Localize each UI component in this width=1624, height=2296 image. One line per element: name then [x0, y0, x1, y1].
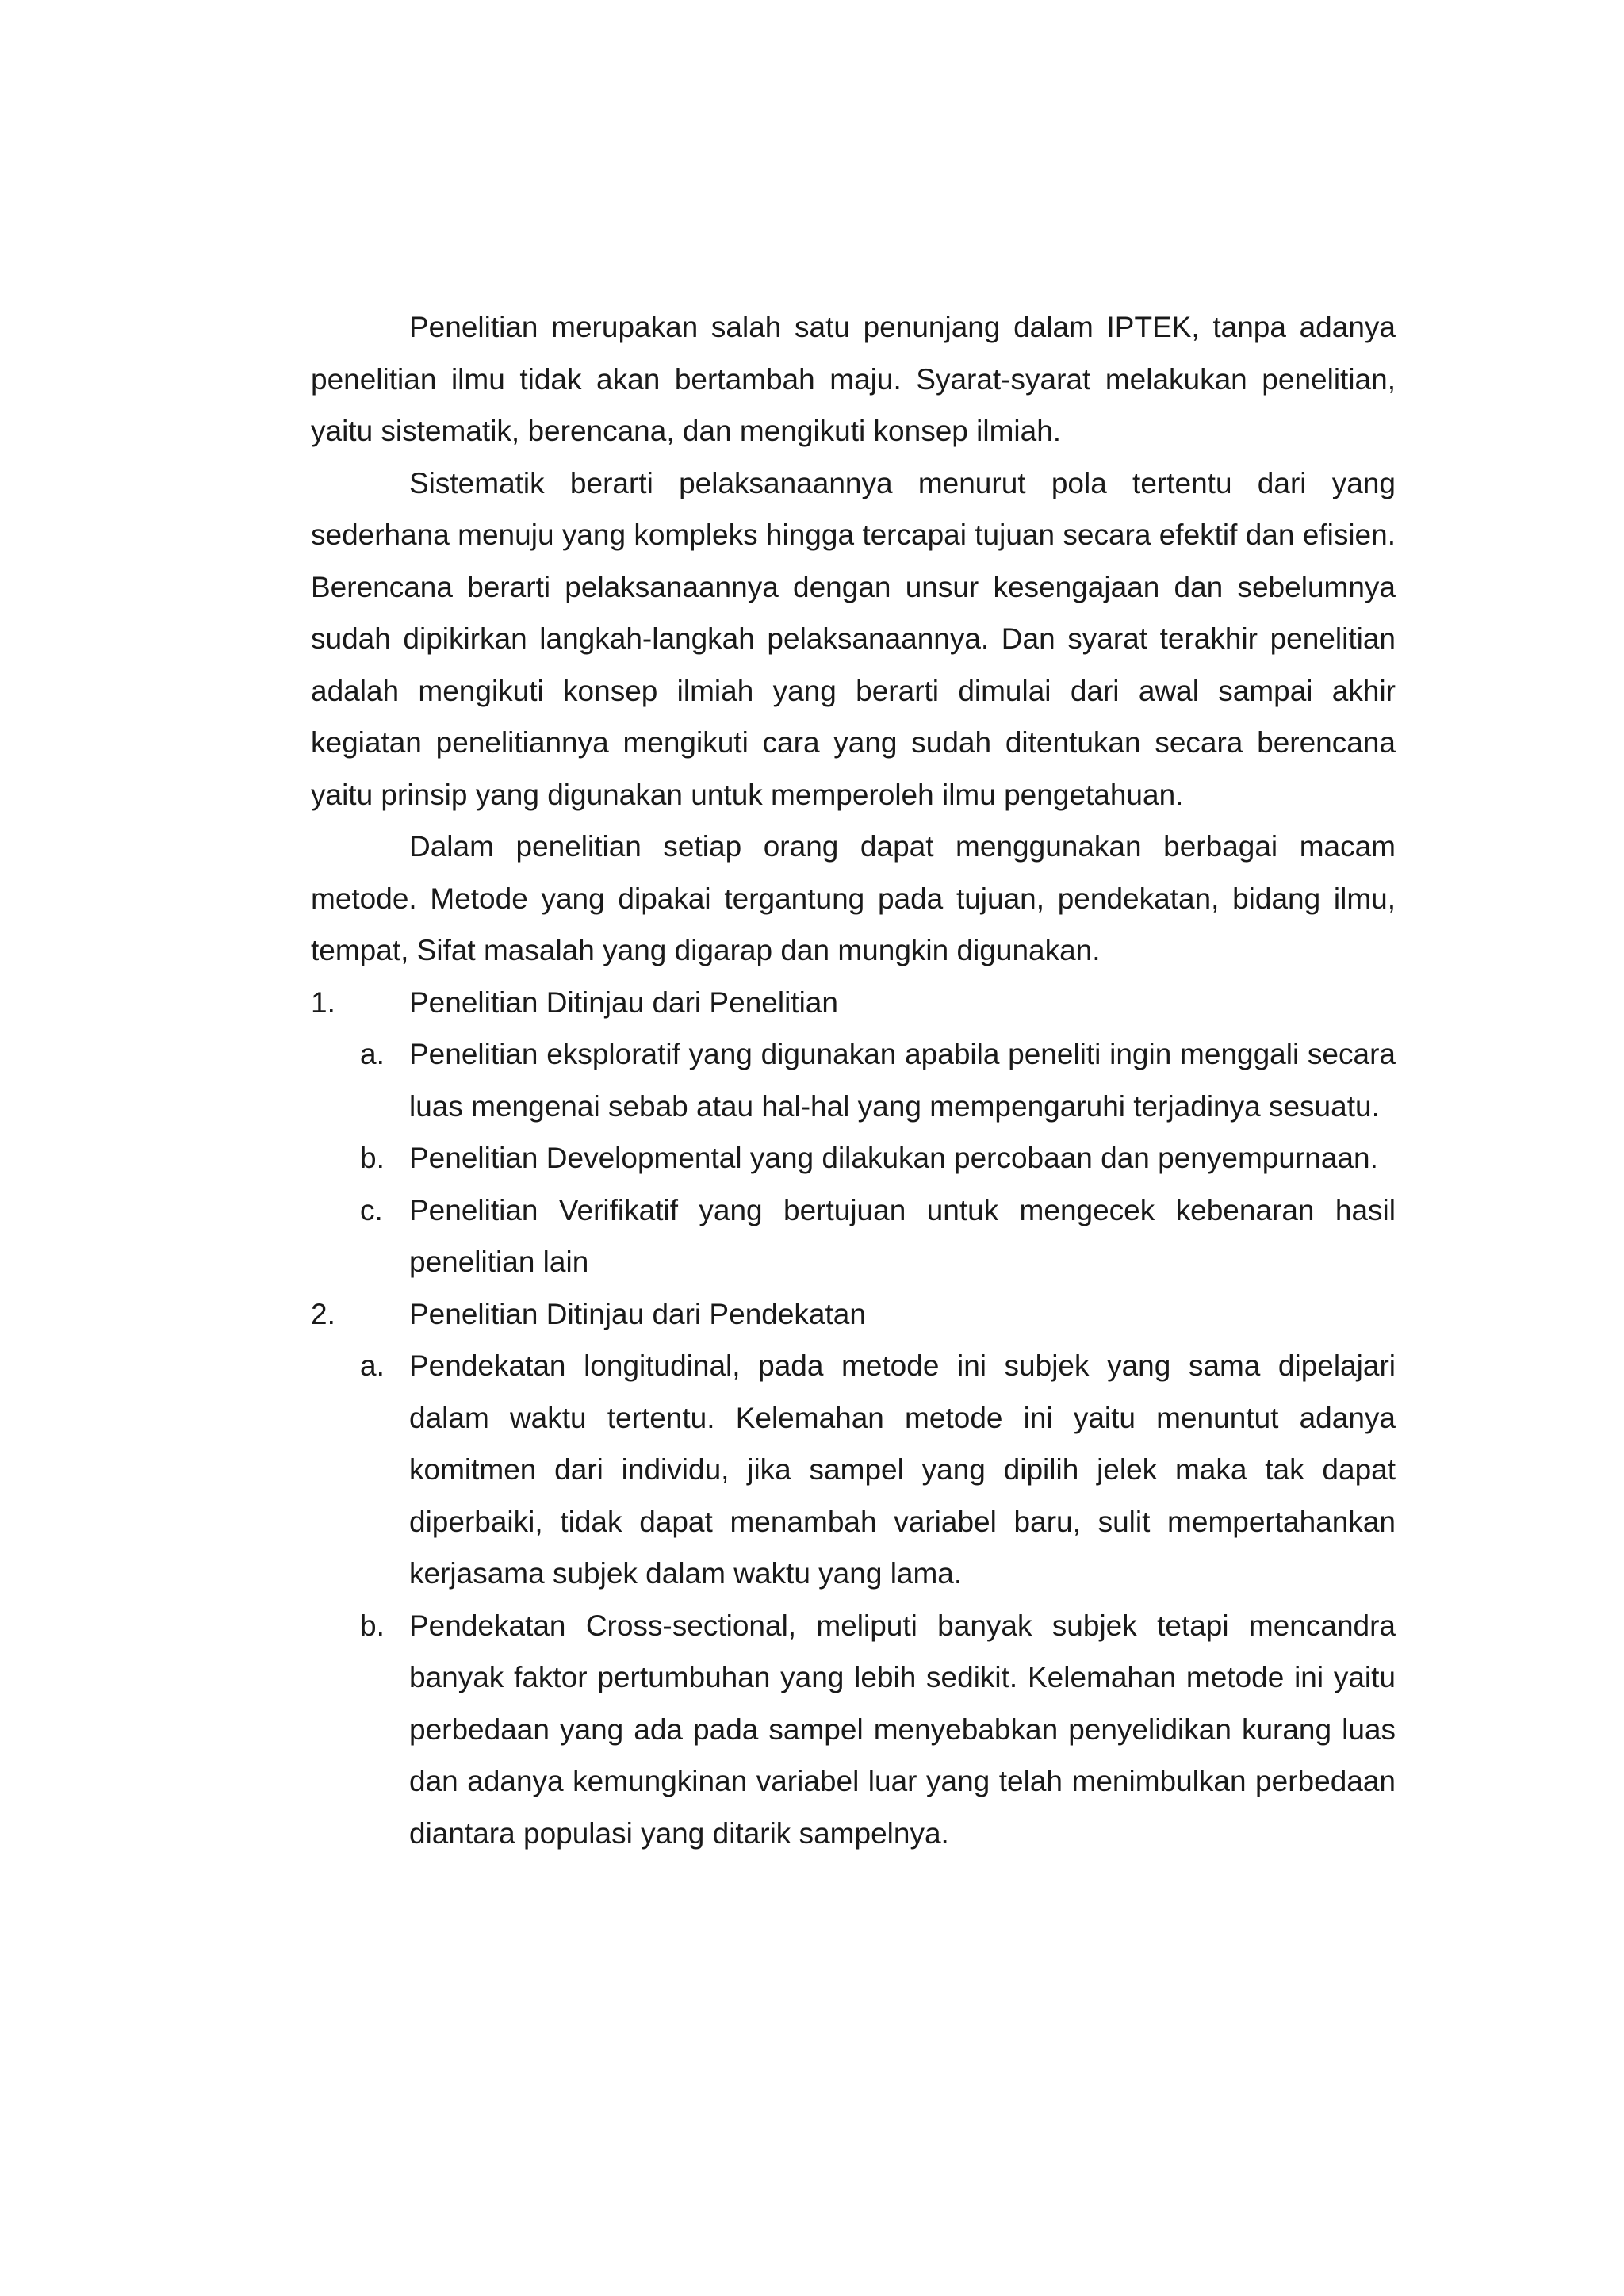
sub-item-2b: [311, 1600, 1396, 1860]
list-number: 2.: [311, 1297, 335, 1330]
sub-text: Penelitian Verifikatif yang bertujuan untuk mengecek kebenaran hasil penelitian lain: [409, 1193, 1396, 1278]
sub-list-2: [311, 1340, 1396, 1859]
paragraph-metode: Dalam penelitian setiap orang dapat menggunakan berbagai macam metode. Metode yang dipakai tergantung pada tujuan, pendekatan, bidang ilmu, tempat, Sifat masalah yang digarap dan mungkin digunakan.: [311, 830, 1396, 966]
paragraph-intro: Penelitian merupakan salah satu penunjang dalam IPTEK, tanpa adanya penelitian ilmu tidak akan bertambah maju. Syarat-syarat melakukan penelitian, yaitu sistematik, berencana, dan mengikuti konsep ilmiah.: [311, 311, 1396, 447]
sub-letter: c.: [360, 1193, 383, 1226]
sub-letter: a.: [360, 1038, 385, 1070]
list-item-1: [311, 977, 1396, 1029]
list-title: Penelitian Ditinjau dari Pendekatan: [409, 1297, 866, 1330]
sub-text: Penelitian eksploratif yang digunakan apabila peneliti ingin menggali secara luas mengenai sebab atau hal-hal yang mempengaruhi terjadinya sesuatu.: [409, 1038, 1396, 1123]
document-page: [311, 301, 1396, 1859]
paragraph-sistematik: Sistematik berarti pelaksanaannya menurut pola tertentu dari yang sederhana menuju yang kompleks hingga tercapai tujuan secara efektif dan efisien. Berencana berarti pelaksanaannya dengan unsur kesengajaan dan sebelumnya sudah dipikirkan langkah-langkah pelaksanaannya. Dan syarat terakhir penelitian adalah mengikuti konsep ilmiah yang berarti dimulai dari awal sampai akhir kegiatan penelitiannya mengikuti cara yang sudah ditentukan secara berencana yaitu prinsip yang digunakan untuk memperoleh ilmu pengetahuan.: [311, 466, 1396, 811]
numbered-list: [311, 977, 1396, 1860]
sub-text: Pendekatan longitudinal, pada metode ini subjek yang sama dipelajari dalam waktu tertentu. Kelemahan metode ini yaitu menuntut adanya komitmen dari individu, jika sampel yang dipilih jelek maka tak dapat diperbaiki, tidak dapat menambah variabel baru, sulit mempertahankan kerjasama subjek dalam waktu yang lama.: [409, 1349, 1396, 1590]
list-item-2: [311, 1288, 1396, 1341]
sub-list-1: [311, 1028, 1396, 1288]
sub-item-2a: [311, 1340, 1396, 1600]
sub-item-1a: [311, 1028, 1396, 1132]
sub-letter: a.: [360, 1349, 385, 1382]
sub-letter: b.: [360, 1609, 385, 1642]
sub-item-1b: [311, 1132, 1396, 1184]
sub-text: Pendekatan Cross-sectional, meliputi banyak subjek tetapi mencandra banyak faktor pertumbuhan yang lebih sedikit. Kelemahan metode ini yaitu perbedaan yang ada pada sampel menyebabkan penyelidikan kurang luas dan adanya kemungkinan variabel luar yang telah menimbulkan perbedaan diantara populasi yang ditarik sampelnya.: [409, 1609, 1396, 1850]
sub-text: Penelitian Developmental yang dilakukan percobaan dan penyempurnaan.: [409, 1142, 1378, 1174]
sub-item-1c: [311, 1184, 1396, 1288]
sub-letter: b.: [360, 1142, 385, 1174]
list-number: 1.: [311, 985, 335, 1019]
list-title: Penelitian Ditinjau dari Penelitian: [409, 985, 838, 1019]
